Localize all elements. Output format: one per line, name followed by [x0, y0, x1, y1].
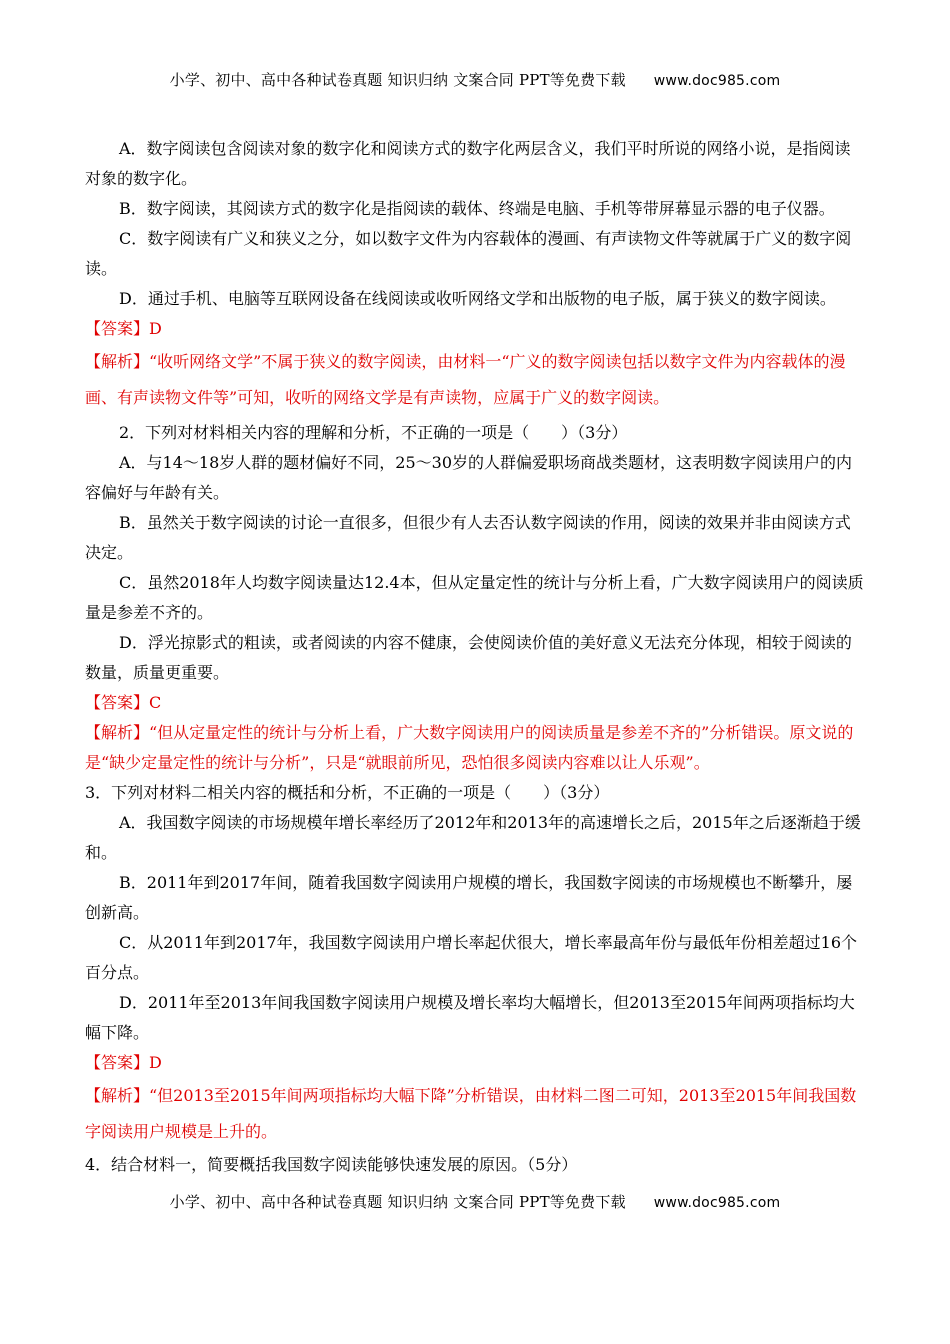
q1-option-d: D．通过手机、电脑等互联网设备在线阅读或收听网络文学和出版物的电子版，属于狭义的数字阅读。 [119, 289, 836, 308]
q2-analysis: 【解析】“但从定量定性的统计与分析上看，广大数字阅读用户的阅读质量是参差不齐的”分析错误。原文说的是“缺少定量定性的统计与分析”，只是“就眼前所见，恐怕很多阅读内容难以让人乐观”。 [85, 723, 854, 772]
q2-option-c: C．虽然2018年人均数字阅读量达12.4本，但从定量定性的统计与分析上看，广大数字阅读用户的阅读质量是参差不齐的。 [85, 573, 864, 622]
q2-answer: 【答案】C [85, 693, 162, 712]
q1-option-c: C．数字阅读有广义和狭义之分，如以数字文件为内容载体的漫画、有声读物文件等就属于广义的数字阅读。 [85, 229, 852, 278]
q3-stem: 3．下列对材料二相关内容的概括和分析，不正确的一项是（ ）（3分） [85, 783, 610, 802]
q2-option-d: D．浮光掠影式的粗读，或者阅读的内容不健康，会使阅读价值的美好意义无法充分体现，相较于阅读的数量，质量更重要。 [85, 633, 852, 682]
q3-option-d: D．2011年至2013年间我国数字阅读用户规模及增长率均大幅增长，但2013至2015年间两项指标均大幅下降。 [85, 993, 855, 1042]
q1-option-b: B．数字阅读，其阅读方式的数字化是指阅读的载体、终端是电脑、手机等带屏幕显示器的电子仪器。 [119, 199, 835, 218]
q2-stem: 2．下列对材料相关内容的理解和分析，不正确的一项是（ ）（3分） [119, 423, 628, 442]
q3-analysis: 【解析】“但2013至2015年间两项指标均大幅下降”分析错误，由材料二图二可知，2013至2015年间我国数字阅读用户规模是上升的。 [85, 1086, 857, 1141]
footer-url[interactable]: www.doc985.com [653, 1195, 781, 1211]
page-header [0, 69, 950, 90]
page-body [85, 134, 865, 1180]
q3-option-c: C．从2011年到2017年，我国数字阅读用户增长率起伏很大，增长率最高年份与最低年份相差超过16个百分点。 [85, 933, 858, 982]
q1-analysis: 【解析】“收听网络文学”不属于狭义的数字阅读，由材料一“广义的数字阅读包括以数字文件为内容载体的漫画、有声读物文件等”可知，收听的网络文学是有声读物，应属于广义的数字阅读。 [85, 352, 846, 407]
page-footer [0, 1191, 950, 1212]
footer-text: 小学、初中、高中各种试卷真题 知识归纳 文案合同 PPT等免费下载 [169, 1193, 626, 1211]
q1-answer: 【答案】D [85, 319, 162, 338]
q3-answer: 【答案】D [85, 1053, 162, 1072]
q2-option-a: A．与14～18岁人群的题材偏好不同，25～30岁的人群偏爱职场商战类题材，这表明数字阅读用户的内容偏好与年龄有关。 [85, 453, 852, 502]
q2-option-b: B．虽然关于数字阅读的讨论一直很多，但很少有人去否认数字阅读的作用，阅读的效果并非由阅读方式决定。 [85, 513, 851, 562]
header-url[interactable]: www.doc985.com [653, 73, 781, 89]
q3-option-a: A．我国数字阅读的市场规模年增长率经历了2012年和2013年的高速增长之后，2015年之后逐渐趋于缓和。 [85, 813, 861, 862]
q1-option-a: A．数字阅读包含阅读对象的数字化和阅读方式的数字化两层含义，我们平时所说的网络小说，是指阅读对象的数字化。 [85, 139, 851, 188]
q3-option-b: B．2011年到2017年间，随着我国数字阅读用户规模的增长，我国数字阅读的市场规模也不断攀升，屡创新高。 [85, 873, 853, 922]
header-text: 小学、初中、高中各种试卷真题 知识归纳 文案合同 PPT等免费下载 [169, 71, 626, 89]
q4-stem: 4．结合材料一，简要概括我国数字阅读能够快速发展的原因。（5分） [85, 1155, 578, 1174]
